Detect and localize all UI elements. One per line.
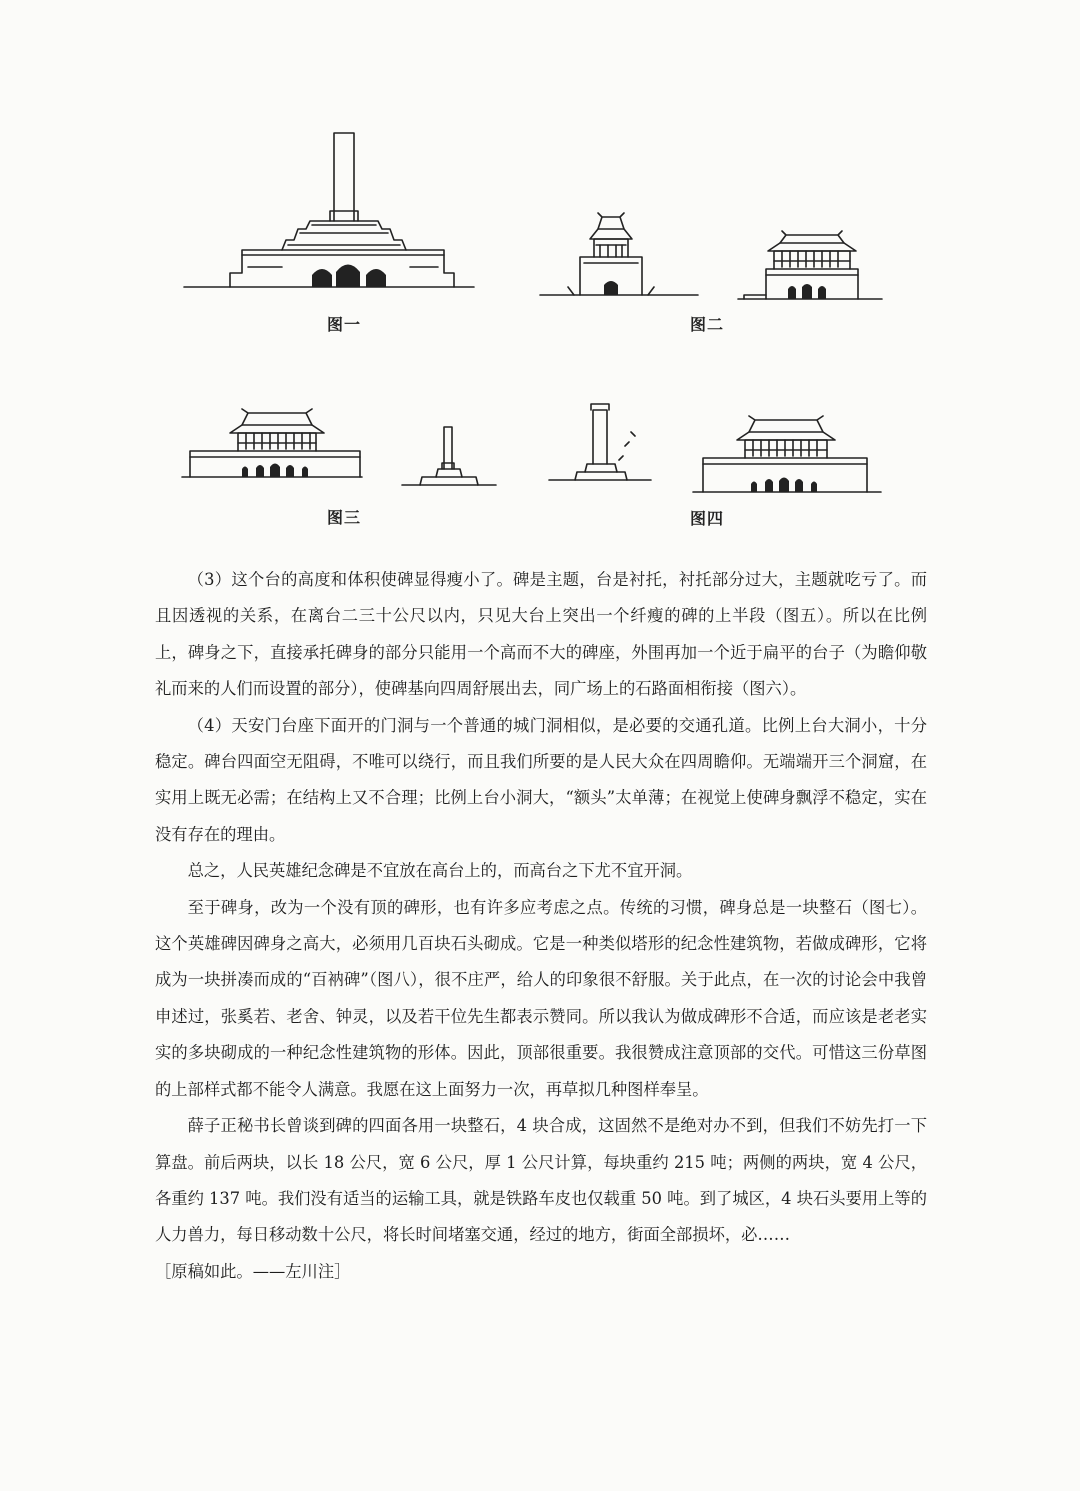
figure-1-caption: 图一 (327, 315, 362, 334)
figure-4-caption: 图四 (690, 509, 725, 528)
body-text (155, 562, 927, 1290)
figure-1-sketch (182, 125, 482, 295)
paragraph-3: （3）这个台的高度和体积使碑显得瘦小了。碑是主题，台是衬托，衬托部分过大，主题就吃亏了。而且因透视的关系，在离台二三十公尺以内，只见大台上突出一个纤瘦的碑的上半段（图五）。所以在比例上，碑身之下，直接承托碑身的部分只能用一个高而不大的碑座，外围再加一个近于扁平的台子（为瞻仰敬礼而来的人们而设置的部分），使碑基向四周舒展出去，同广场上的石路面相衔接（图六）。 (155, 570, 927, 699)
editor-note: ［原稿如此。——左川注］ (155, 1261, 351, 1281)
figure-3-sketch (180, 405, 500, 490)
paragraph-summary: 总之，人民英雄纪念碑是不宜放在高台上的，而高台之下尤不宜开洞。 (187, 861, 693, 881)
paragraph-monument-body: 至于碑身，改为一个没有顶的碑形，也有许多应考虑之点。传统的习惯，碑身总是一块整石（图七）。这个英雄碑因碑身之高大，必须用几百块石头砌成。它是一种类似塔形的纪念性建筑物，若做成碑形，它将成为一块拼凑而成的“百衲碑”（图八），很不庄严，给人的印象很不舒服。关于此点，在一次的讨论会中我曾申述过，张奚若、老舍、钟灵，以及若干位先生都表示赞同。所以我认为做成碑形不合适，而应该是老老实实的多块砌成的一种纪念性建筑物的形体。因此，顶部很重要。我很赞成注意顶部的交代。可惜这三份草图的上部样式都不能令人满意。我愿在这上面努力一次，再草拟几种图样奉呈。 (155, 897, 927, 1099)
figure-4-sketch (545, 402, 885, 497)
paragraph-stone-calculation: 薛子正秘书长曾谈到碑的四面各用一块整石，4 块合成，这固然不是绝对办不到，但我们不妨先打一下算盘。前后两块，以长 18 公尺，宽 6 公尺，厚 1 公尺计算，每块重约 215 吨；两侧的两块，宽 4 公尺，各重约 137 吨。我们没有适当的运输工具，就是铁路车皮也仅载重 50 吨。到了城区，4 块石头要用上等的人力兽力，每日移动数十公尺，将长时间堵塞交通，经过的地方，街面全部损坏，必…… (155, 1116, 927, 1245)
paragraph-4: （4）天安门台座下面开的门洞与一个普通的城门洞相似，是必要的交通孔道。比例上台大洞小，十分稳定。碑台四面空无阻碍，不唯可以绕行，而且我们所要的是人民大众在四周瞻仰。无端端开三个洞窟，在实用上既无必需；在结构上又不合理；比例上台小洞大，“额头”太单薄；在视觉上使碑身飘浮不稳定，实在没有存在的理由。 (155, 715, 927, 844)
figure-3-caption: 图三 (327, 508, 362, 527)
figure-2-caption: 图二 (690, 315, 725, 334)
figure-2-sketch (538, 205, 884, 305)
